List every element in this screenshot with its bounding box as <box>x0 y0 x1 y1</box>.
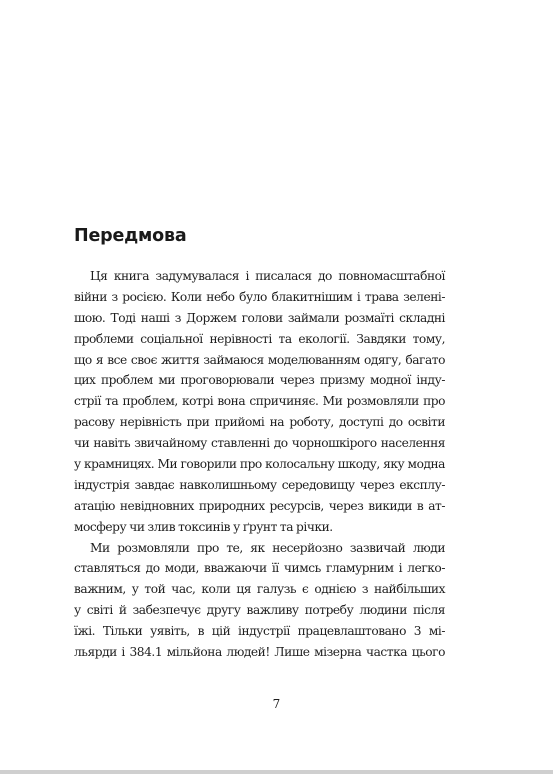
text-line: расову нерівність при прийомі на роботу, доступі до освіти <box>74 415 445 430</box>
text-line: війни з росією. Коли небо було блакитнішим і трава зелені- <box>74 289 445 304</box>
text-line: що я все своє життя займаюся моделюванням одягу, багато <box>74 352 445 367</box>
text-line: льярди і 384.1 мільйона людей! Лише мізерна частка цього <box>74 645 445 660</box>
text-line: шою. Тоді наші з Доржем голови займали розмаїті складні <box>74 310 445 325</box>
text-line: атацію невідновних природних ресурсів, через викиди в ат- <box>74 498 445 513</box>
text-line: Ми розмовляли про те, як несерйозно зазвичай люди <box>90 540 445 555</box>
chapter-heading: Передмова <box>74 226 187 246</box>
paragraph-2 <box>74 538 445 663</box>
text-line: у крамницях. Ми говорили про колосальну шкоду, яку модна <box>74 457 445 472</box>
page-number: 7 <box>272 697 281 711</box>
text-line: проблеми соціальної нерівності та екології. Завдяки тому, <box>74 331 445 346</box>
text-line: стрії та проблем, котрі вона спричиняє. Ми розмовляли про <box>74 394 445 409</box>
text-line: важним, у той час, коли ця галузь є однією з найбільших <box>74 582 445 597</box>
text-line: їжі. Тільки уявіть, в цій індустрії працевлаштовано 3 мі- <box>74 624 445 639</box>
text-line: цих проблем ми проговорювали через призму модної інду- <box>74 373 445 388</box>
text-line: індустрія завдає навколишньому середовищу через експлу- <box>74 477 445 492</box>
page-edge-divider <box>0 770 553 774</box>
body-text <box>74 266 445 663</box>
text-line: чи навіть звичайному ставленні до чорношкірого населення <box>74 436 445 451</box>
paragraph-1 <box>74 266 445 538</box>
text-line: Ця книга задумувалася і писалася до повномасштабної <box>90 269 445 283</box>
text-line: у світі й забезпечує другу важливу потребу людини після <box>74 603 445 618</box>
text-line: мосферу чи злив токсинів у ґрунт та річки. <box>74 519 333 534</box>
text-line: ставляться до моди, вважаючи її чимсь гламурним і легко- <box>74 561 445 576</box>
